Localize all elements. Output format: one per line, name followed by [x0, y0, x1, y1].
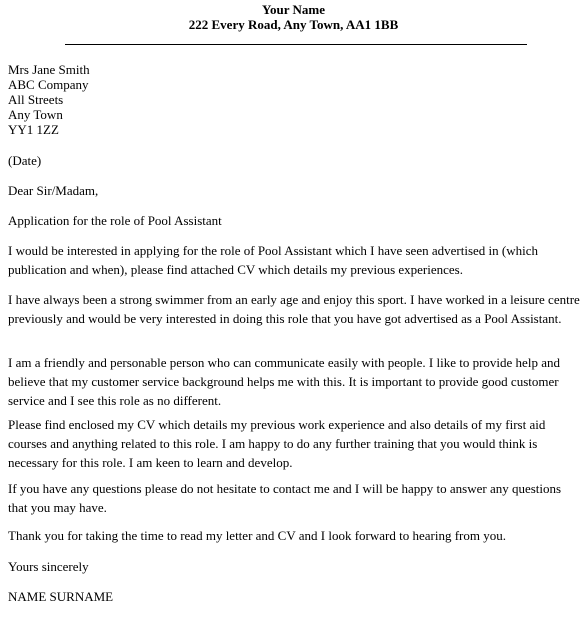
body-paragraph: I would be interested in applying for the role of Pool Assistant which I have seen advertised in (which publication and when), please find attached CV which details my previous experiences. [8, 243, 538, 277]
body-paragraph: Please find enclosed my CV which details my previous work experience and also details of my first aid courses and anything related to this role. I am happy to do any further training that you would think is necessary for this role. I am keen to learn and develop. [8, 417, 546, 470]
recipient-line: YY1 1ZZ [8, 122, 59, 137]
body-paragraph: I am a friendly and personable person who can communicate easily with people. I like to provide help and believe that my customer service background helps me with this. It is important to provide good customer service and I see this role as no different. [8, 355, 560, 408]
sender-name: Your Name [262, 2, 325, 17]
body-paragraph: Thank you for taking the time to read my letter and CV and I look forward to hearing from you. [8, 528, 506, 543]
body-paragraph: I have always been a strong swimmer from an early age and enjoy this sport. I have worked in a leisure centre previously and would be very interested in doing this role that you have got advertised as a Pool Assistant. [8, 292, 580, 326]
body-paragraph: If you have any questions please do not hesitate to contact me and I will be happy to answer any questions that you may have. [8, 481, 562, 515]
letter-date: (Date) [8, 153, 42, 168]
recipient-address [8, 62, 90, 137]
recipient-line: Any Town [8, 107, 63, 122]
letter-header [0, 2, 587, 32]
recipient-line: Mrs Jane Smith [8, 62, 90, 77]
header-divider [65, 44, 527, 45]
sender-address: 222 Every Road, Any Town, AA1 1BB [188, 17, 399, 32]
recipient-line: ABC Company [8, 77, 89, 92]
salutation: Dear Sir/Madam, [8, 183, 99, 198]
subject-line: Application for the role of Pool Assistant [8, 213, 222, 228]
signature-name: NAME SURNAME [8, 589, 114, 604]
recipient-line: All Streets [8, 92, 64, 107]
closing: Yours sincerely [8, 559, 89, 574]
